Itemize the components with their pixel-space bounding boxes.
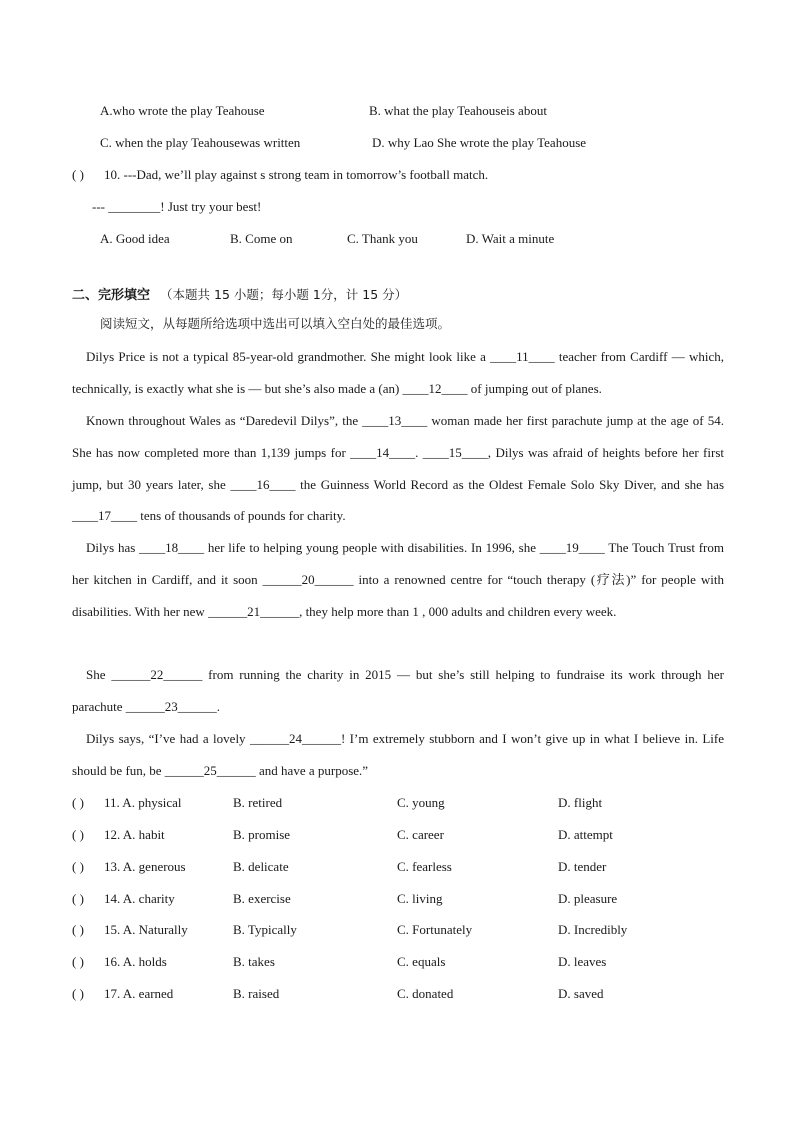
q10-stem: 10. ---Dad, we’ll play against s strong team in tomorrow’s football match. (104, 167, 489, 182)
section-instruction: 阅读短文，从每题所给选项中选出可以填入空白处的最佳选项。 (100, 316, 451, 331)
answer-blank: ( ) (72, 795, 84, 810)
passage-paragraph-3 (72, 532, 724, 627)
section-heading (72, 287, 407, 304)
passage-paragraph-4 (72, 659, 724, 723)
section-title: 二、完形填空 (72, 288, 151, 303)
passage-p4-text: She ______22______ from running the charity in 2015 — but she’s still helping to fundraise its work through her parachute ______23______. (72, 667, 724, 714)
option-c: C. living (397, 891, 443, 906)
option-c: C. Fortunately (397, 922, 473, 937)
question-number-option-a: 16. A. holds (104, 954, 167, 969)
passage-paragraph-1 (72, 341, 724, 405)
option-c: C. young (397, 795, 445, 810)
q9-option-b: B. what the play Teahouseis about (369, 103, 547, 118)
option-c: C. donated (397, 986, 454, 1001)
passage-p3-text: Dilys has ____18____ her life to helping young people with disabilities. In 1996, she ____19____ The Touch Trust from her kitchen in Cardiff, and it soon ______20______ into a renowned centre for “touch therapy (疗法)” for people with disabilities. With her new ______21______, they help more than 1 , 000 adults and children every week. (72, 540, 724, 619)
option-d: D. leaves (558, 954, 607, 969)
passage-paragraph-2 (72, 405, 724, 532)
question-number-option-a: 14. A. charity (104, 891, 175, 906)
passage-p1-text: Dilys Price is not a typical 85-year-old grandmother. She might look like a ____11____ teacher from Cardiff — which, technically, is exactly what she is — but she’s also made a (an) ____12____ of jumping out of planes. (72, 349, 724, 396)
option-b: B. raised (233, 986, 280, 1001)
option-d: D. flight (558, 795, 603, 810)
answer-blank: ( ) (72, 954, 84, 969)
option-d: D. tender (558, 859, 607, 874)
option-d: D. Incredibly (558, 922, 628, 937)
q10-option-b: B. Come on (230, 231, 293, 246)
answer-blank: ( ) (72, 986, 84, 1001)
q10-option-d: D. Wait a minute (466, 231, 555, 246)
option-b: B. retired (233, 795, 283, 810)
option-b: B. Typically (233, 922, 297, 937)
passage-paragraph-5 (72, 723, 724, 787)
question-number-option-a: 15. A. Naturally (104, 922, 188, 937)
answer-blank: ( ) (72, 922, 84, 937)
option-b: B. delicate (233, 859, 289, 874)
passage-p2-text: Known throughout Wales as “Daredevil Dilys”, the ____13____ woman made her first parachute jump at the age of 54. She has now completed more than 1,139 jumps for ____14____. ____15____, Dilys was afraid of heights before her first jump, but 30 years later, she ____16____ the Guinness World Record as the Oldest Female Solo Sky Diver, and she has ____17____ tens of thousands of pounds for charity. (72, 413, 724, 524)
option-c: C. fearless (397, 859, 452, 874)
q9-option-d: D. why Lao She wrote the play Teahouse (372, 135, 587, 150)
answer-blank: ( ) (72, 827, 84, 842)
question-number-option-a: 11. A. physical (104, 795, 182, 810)
option-b: B. takes (233, 954, 275, 969)
section-scoring-note: （本题共 15 小题；每小题 1分，计 15 分） (160, 287, 408, 302)
passage-p5-text: Dilys says, “I’ve had a lovely ______24______! I’m extremely stubborn and I won’t give up in what I believe in. Life should be fun, be ______25______ and have a purpose.” (72, 731, 724, 778)
q10-option-c: C. Thank you (347, 231, 418, 246)
q9-option-c: C. when the play Teahousewas written (100, 135, 301, 150)
option-b: B. exercise (233, 891, 291, 906)
option-d: D. attempt (558, 827, 613, 842)
q10-answer-blank: ( ) (72, 167, 84, 182)
option-b: B. promise (233, 827, 291, 842)
question-number-option-a: 13. A. generous (104, 859, 186, 874)
option-d: D. pleasure (558, 891, 618, 906)
q10-option-a: A. Good idea (100, 231, 170, 246)
option-c: C. career (397, 827, 444, 842)
option-c: C. equals (397, 954, 446, 969)
answer-blank: ( ) (72, 891, 84, 906)
answer-blank: ( ) (72, 859, 84, 874)
question-number-option-a: 12. A. habit (104, 827, 165, 842)
option-d: D. saved (558, 986, 604, 1001)
q9-option-a: A.who wrote the play Teahouse (100, 103, 265, 118)
q10-reply: --- ________! Just try your best! (92, 199, 262, 214)
question-number-option-a: 17. A. earned (104, 986, 174, 1001)
